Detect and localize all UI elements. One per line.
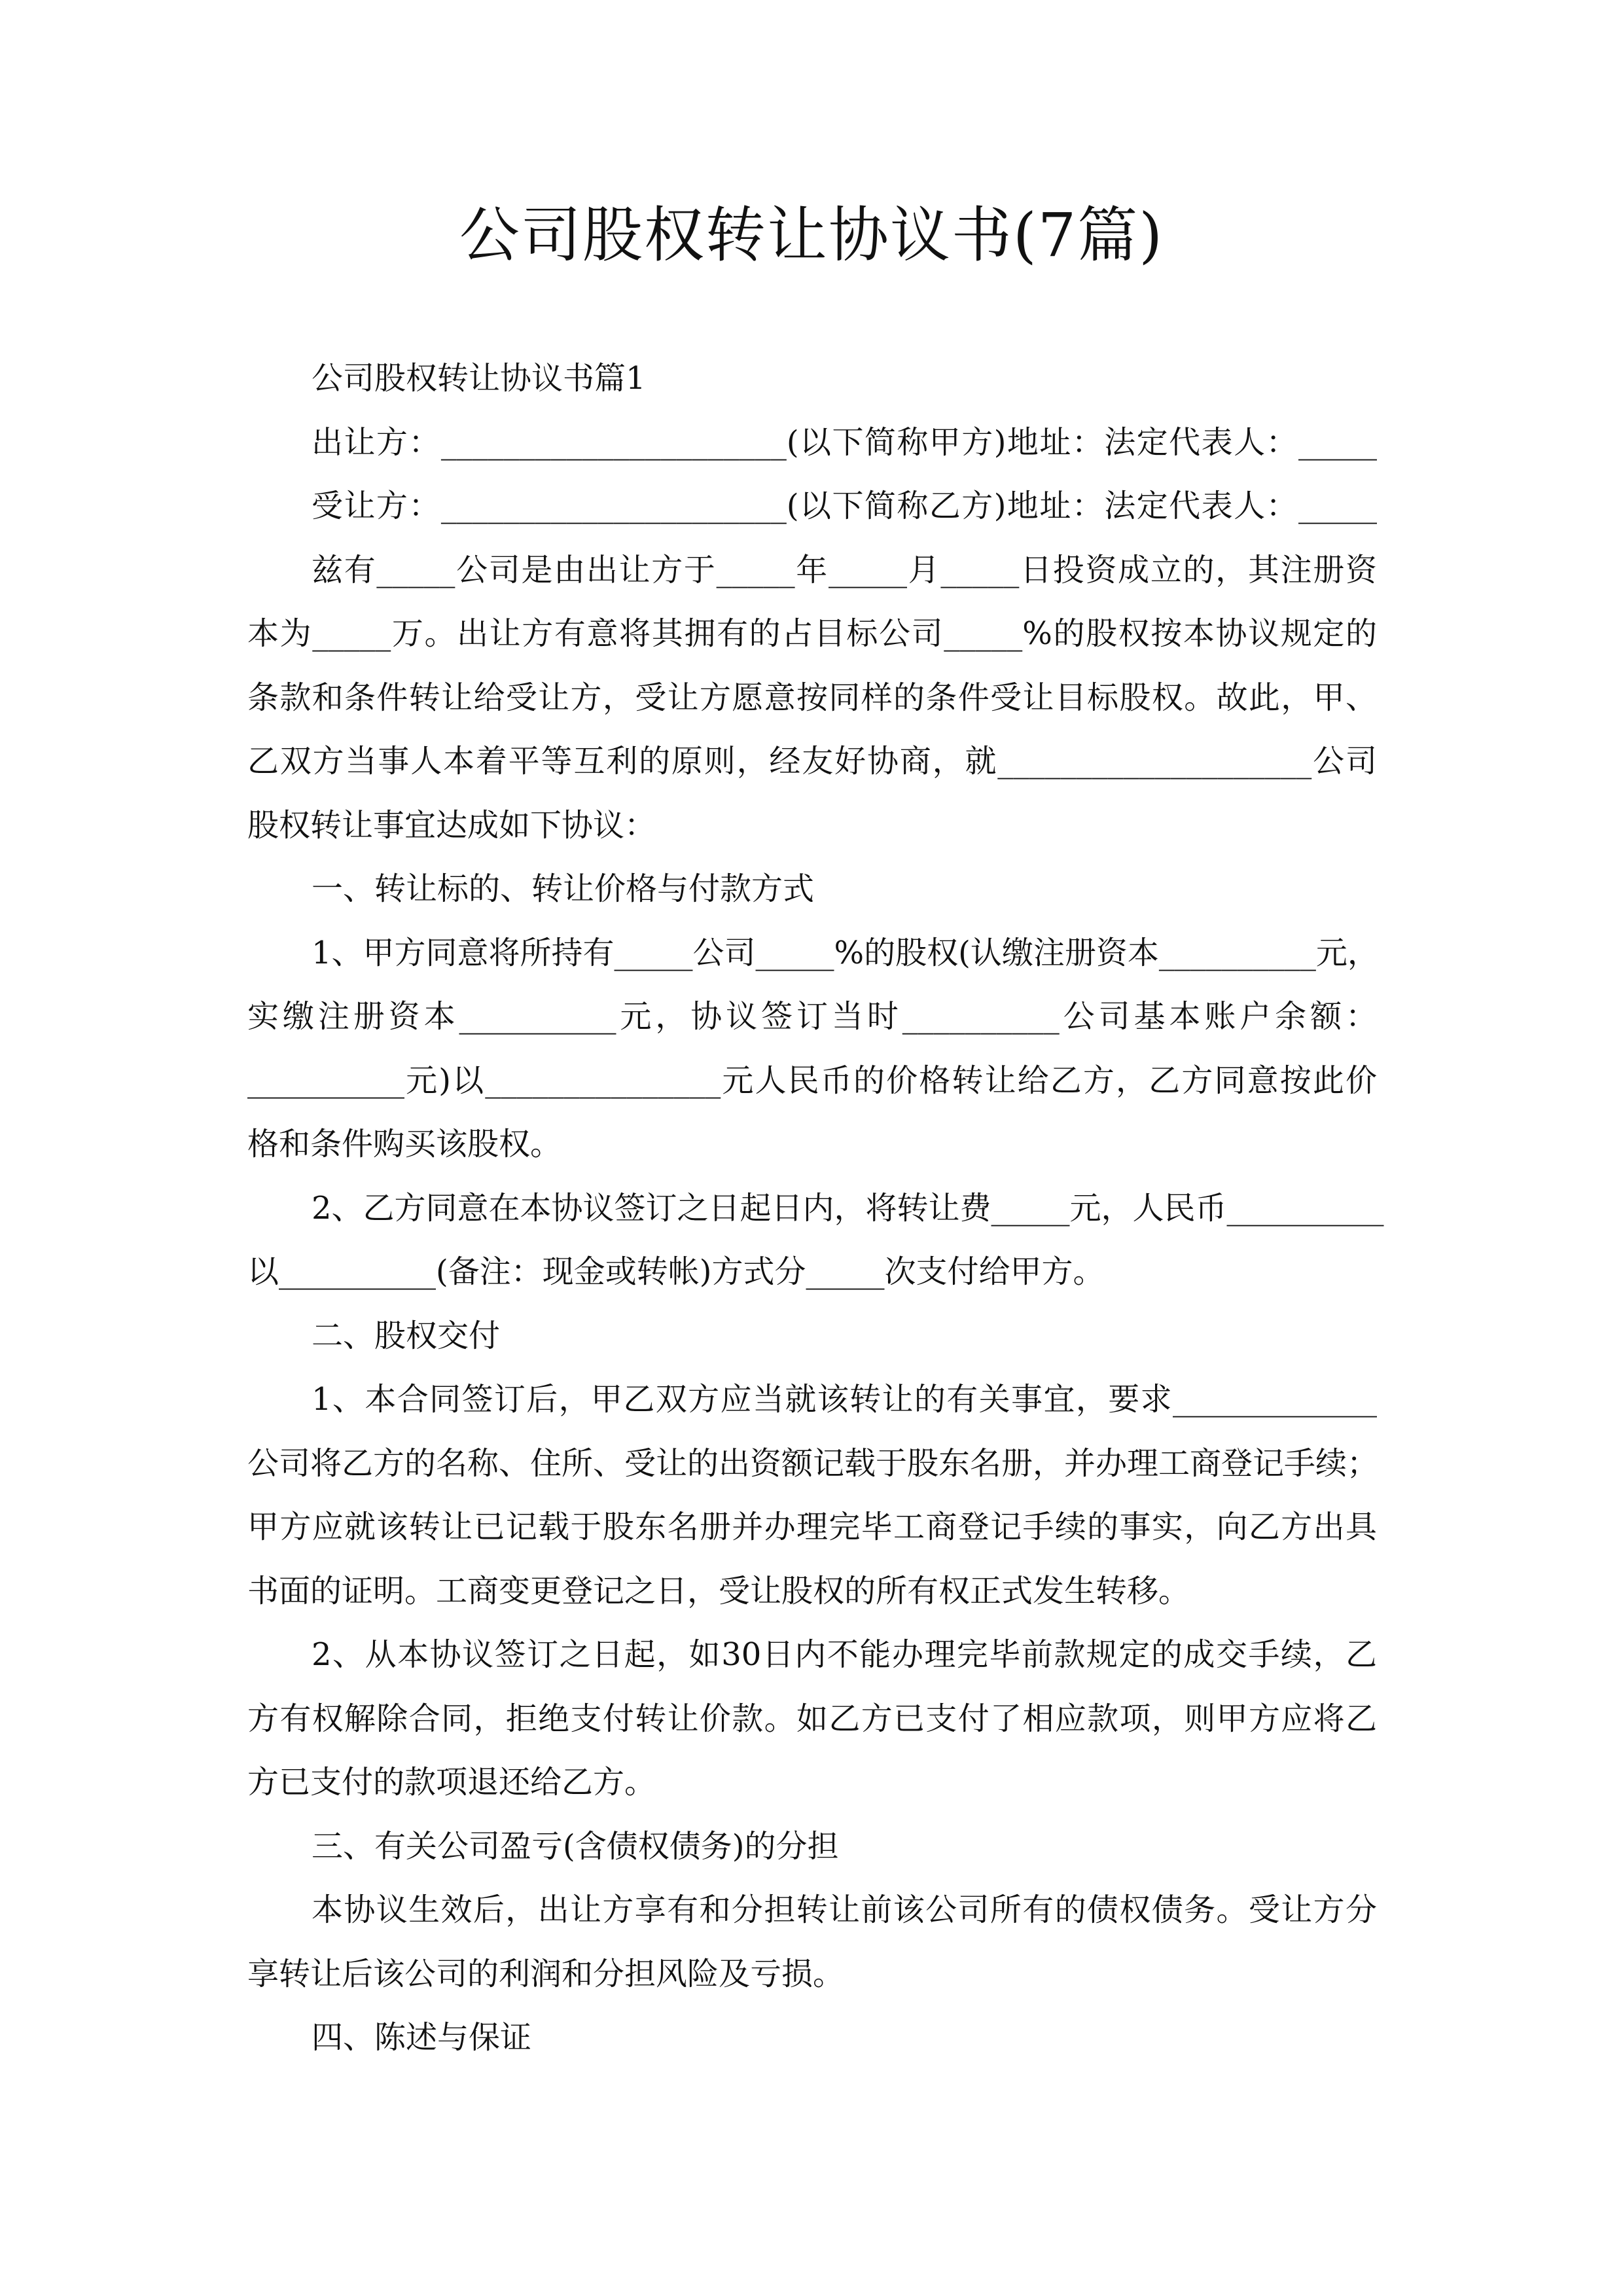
text-line: 四、陈述与保证	[312, 2019, 532, 2056]
document-body	[247, 347, 1384, 2070]
text-line: 甲方应就该转让已记载于股东名册并办理完毕工商登记手续的事实，向乙方出具	[247, 1509, 1377, 1545]
text-line: 方已支付的款项退还给乙方。	[247, 1764, 656, 1801]
text-line: __________元)以_______________元人民币的价格转让给乙方，乙方同意按此价	[247, 1062, 1377, 1099]
text-line: 公司股权转让协议书篇1	[312, 360, 646, 397]
text-line: 1、甲方同意将所持有_____公司_____%的股权(认缴注册资本__________元，	[312, 934, 1379, 971]
text-line: 股权转让事宜达成如下协议：	[247, 806, 656, 844]
text-line: 本协议生效后，出让方享有和分担转让前该公司所有的债权债务。受让方分	[312, 1892, 1377, 1928]
text-line: 本为_____万。出让方有意将其拥有的占目标公司_____%的股权按本协议规定的	[247, 615, 1377, 652]
text-line: 受让方：______________________(以下简称乙方)地址：法定代表人：_____	[312, 488, 1377, 524]
text-line: 二、股权交付	[312, 1317, 501, 1354]
text-line: 实缴注册资本__________元，协议签订当时__________公司基本账户余额：	[247, 998, 1377, 1035]
text-line: 一、转让标的、转让价格与付款方式	[312, 870, 815, 907]
text-line: 出让方：______________________(以下简称甲方)地址：法定代表人：_____	[312, 423, 1377, 461]
text-line: 兹有_____公司是由出让方于_____年_____月_____日投资成立的，其注册资	[312, 551, 1377, 588]
text-line: 享转让后该公司的利润和分担风险及亏损。	[247, 1955, 845, 1992]
text-line: 乙双方当事人本着平等互利的原则，经友好协商，就____________________公司	[247, 743, 1377, 780]
text-line: 方有权解除合同，拒绝支付转让价款。如乙方已支付了相应款项，则甲方应将乙	[247, 1700, 1377, 1737]
text-line: 书面的证明。工商变更登记之日，受让股权的所有权正式发生转移。	[247, 1572, 1190, 1609]
text-line: 2、乙方同意在本协议签订之日起日内，将转让费_____元，人民币__________	[312, 1189, 1384, 1227]
text-line: 公司将乙方的名称、住所、受让的出资额记载于股东名册，并办理工商登记手续；	[247, 1444, 1379, 1482]
text-line: 三、有关公司盈亏(含债权债务)的分担	[312, 1827, 839, 1865]
text-line: 1、本合同签订后，甲乙双方应当就该转让的有关事宜，要求_____________	[312, 1381, 1377, 1418]
text-line: 以__________(备注：现金或转帐)方式分_____次支付给甲方。	[247, 1253, 1105, 1290]
text-line: 2、从本协议签订之日起，如30日内不能办理完毕前款规定的成交手续，乙	[312, 1636, 1377, 1673]
text-line: 格和条件购买该股权。	[247, 1126, 562, 1162]
text-line: 条款和条件转让给受让方，受让方愿意按同样的条件受让目标股权。故此，甲、	[247, 679, 1377, 716]
document-title: 公司股权转让协议书(7篇)	[459, 200, 1164, 270]
